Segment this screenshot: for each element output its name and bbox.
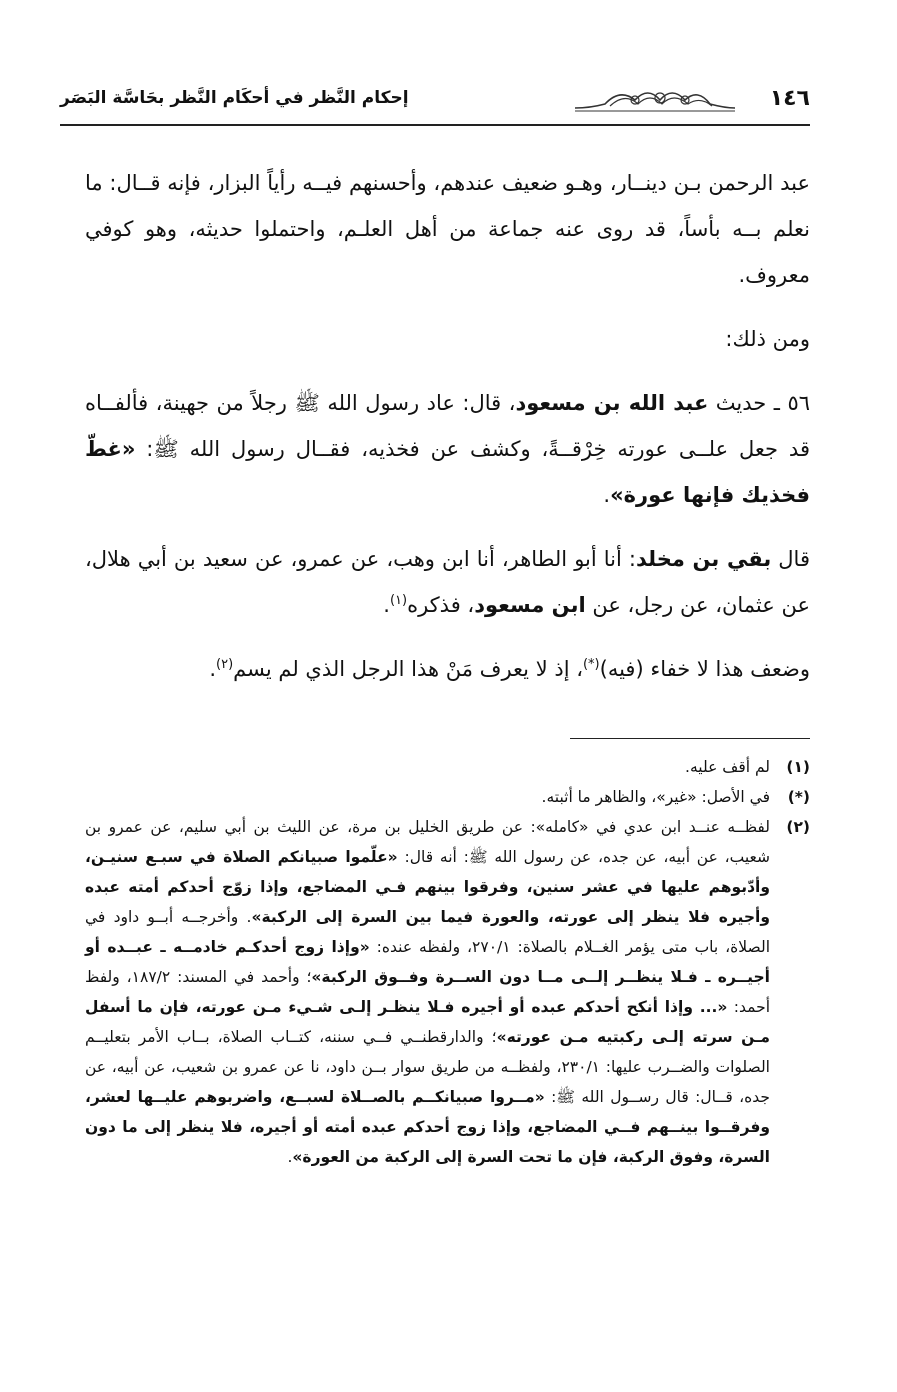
footnote	[85, 752, 810, 782]
footnote-ref[interactable]: (١)	[389, 593, 408, 608]
punctuation: .	[209, 657, 216, 681]
footnote-mark: (١)	[786, 758, 810, 776]
paragraph-text: ومن ذلك:	[725, 327, 810, 351]
page-header	[60, 78, 810, 122]
narrator-name: ابن مسعود	[474, 593, 586, 617]
footnote	[85, 782, 810, 812]
footnote-quote: «مــروا صبيانكــم بالصــلاة لسبــع، واضربوهم عليــها لعشر، وفرقــوا بينــهم فــي المضاجع، وإذا زوج أحدكم عبده أمته أو أجيره، فلا ينظر إلى ما دون السرة، وفوق الركبة، فإن ما تحت السرة إلى الركبة من العورة»	[85, 1088, 770, 1166]
narrator-name: عبد الله بن مسعود	[515, 391, 709, 415]
footnote	[85, 812, 810, 1172]
paragraph	[85, 316, 810, 362]
footnote-text-part: لفظــه عنــد ابن عدي في «كامله»: عن طريق الخليل بن مرة، عن الليث بن أبي سليم، عن عمرو بن شعيب، عن أبيه، عن جده، عن رسول الله ﷺ: أنه قال:	[85, 818, 770, 866]
paragraph-text: وضعف هذا لا خفاء (فيه)	[599, 657, 810, 681]
page-number: ١٤٦	[769, 86, 810, 111]
footnote-text	[85, 812, 770, 1172]
footnote-text	[85, 782, 770, 812]
paragraph-text: ، فذكره	[407, 593, 475, 617]
paragraph-text: عبد الرحمن بـن دينــار، وهـو ضعيف عندهم، وأحسنهم فيــه رأياً البزار، فإنه قــال: ما نعلم بــه بأساً، قد روى عنه جماعة من أهل العلـم، واحتملوا حديثه، وهو كوفي معروف.	[85, 171, 810, 287]
header-divider	[60, 124, 810, 126]
paragraph-text: ، إذ لا يعرف مَنْ هذا الرجل الذي لم يسم	[233, 657, 583, 681]
isnad-paragraph	[85, 536, 810, 628]
punctuation: .	[603, 483, 611, 507]
footnote-text-part: لم أقف عليه.	[685, 758, 770, 776]
footnote-ref[interactable]: (٢)	[216, 657, 234, 672]
footnote-text	[85, 752, 770, 782]
paragraph-text: ، قال: عاد رسول الله ﷺ رجلاً من جهينة، فألفــاه قد جعل علــى عورته خِرْقــةً، وكشف عن فخذيه، فقــال رسول الله ﷺ:	[85, 391, 810, 461]
footnote-ref[interactable]: (*)	[582, 657, 600, 672]
footnote-quote: «وإذا زوج أحدكـم خادمــه ـ عبــده أو أجيــره ـ فـلا ينظــر إلــى مــا دون الســرة وفــوق الركبة»	[85, 938, 770, 986]
footnote-mark: (*)	[787, 788, 810, 806]
footnote-quote: «... وإذا أنكح أحدكم عبده أو أجيره فـلا ينظـر إلـى شـيء مـن عورته، فإن ما أسفل مـن سرته إلـى ركبتيه مـن عورته»	[85, 998, 770, 1046]
footnote-text-part: ؛ وأحمد في المسند: ١٨٧/٢، ولفظ أحمد:	[85, 968, 770, 1016]
narrator-name: بقي بن مخلد	[636, 547, 772, 571]
paragraph	[85, 160, 810, 298]
footnote-text-part: في الأصل: «غير»، والظاهر ما أثبته.	[541, 788, 770, 806]
decorative-ornament-icon	[570, 78, 740, 118]
hadith-paragraph	[85, 380, 810, 518]
running-title: إحكام النَّظر في أحكَام النَّظر بحَاسَّة البَصَر	[60, 88, 409, 108]
hadith-quote: «غطّ فخذيك فإنها عورة»	[85, 437, 810, 507]
footnote-text-part: . وأخرجــه أبــو داود في الصلاة، باب متى يؤمر الغــلام بالصلاة: ٢٧٠/١، ولفظه عنده:	[85, 908, 770, 956]
footnote-divider	[570, 738, 810, 739]
main-text	[85, 160, 810, 692]
footnote-mark: (٢)	[786, 818, 810, 836]
paragraph-text: قال	[771, 547, 810, 571]
hadith-number: ٥٦ ـ حديث	[708, 391, 811, 415]
punctuation: .	[383, 593, 390, 617]
footnote-quote: «علّموا صبيانكم الصلاة في سبـع سنيـن، وأدّبوهم عليها في عشر سنين، وفرقوا بينهم فـي المضاجع، وإذا زوّج أحدكم أمته عبده وأجيره فلا ينظر إلى عورته، والعورة فيما بين السرة إلى الركبة»	[85, 848, 770, 926]
paragraph-text: : أنا أبو الطاهر، أنا ابن وهب، عن عمرو، عن سعيد بن أبي هلال، عن عثمان، عن رجل، عن	[85, 547, 810, 617]
footnote-text-part: .	[287, 1148, 293, 1166]
footnote-text-part: ؛ والدارقطنــي فــي سننه، كتــاب الصلاة، بــاب الأمر بتعليــم الصلوات والضــرب عليها: ٢٣٠/١، ولفظــه من طريق سوار بــن داود، نا عن عمرو بن شعيب، عن أبيه، عن جده، قــال: قال رســول الله ﷺ:	[85, 1028, 770, 1106]
paragraph	[85, 646, 810, 692]
footnotes	[85, 752, 810, 1172]
